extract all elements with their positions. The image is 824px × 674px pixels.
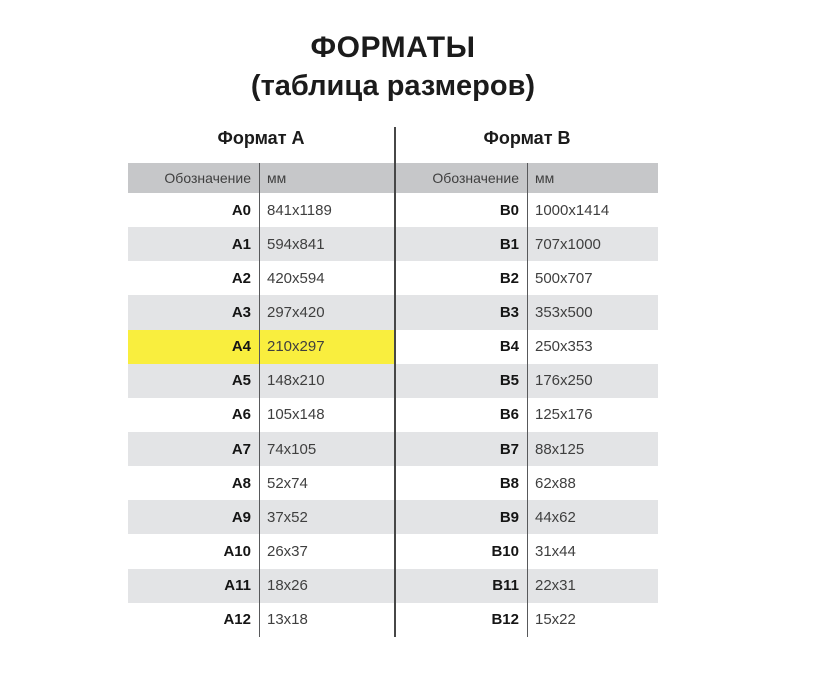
format-designation: B10 — [491, 542, 519, 560]
format-designation: A4 — [231, 338, 251, 356]
table-row — [128, 432, 394, 466]
format-b-table — [396, 163, 658, 637]
format-designation: A8 — [231, 474, 251, 492]
page-subtitle: (таблица размеров) — [250, 70, 536, 102]
format-size-mm: 420x594 — [267, 269, 325, 287]
table-row — [128, 466, 394, 500]
format-size-mm: 13x18 — [267, 611, 308, 629]
table-row — [128, 193, 394, 227]
table-row — [128, 364, 394, 398]
format-designation: B1 — [499, 235, 519, 253]
format-a-table — [128, 163, 394, 637]
format-a-table-body — [128, 193, 394, 637]
format-size-mm: 500x707 — [535, 269, 593, 287]
mm-column-header: мм — [267, 170, 287, 186]
format-size-mm: 125x176 — [535, 406, 593, 424]
column-divider — [527, 163, 528, 637]
format-size-mm: 297x420 — [267, 303, 325, 321]
format-designation: A6 — [231, 406, 251, 424]
format-designation: B0 — [499, 201, 519, 219]
format-designation: A7 — [231, 440, 251, 458]
format-designation: B6 — [499, 406, 519, 424]
format-designation: B5 — [499, 372, 519, 390]
format-size-mm: 88x125 — [535, 440, 585, 458]
format-size-mm: 841x1189 — [267, 201, 332, 219]
format-b-title: Формат В — [483, 128, 571, 148]
format-size-mm: 148x210 — [267, 372, 325, 390]
format-size-mm: 210x297 — [267, 338, 325, 356]
table-row — [128, 330, 394, 364]
column-divider — [259, 163, 260, 637]
table-row — [128, 569, 394, 603]
format-size-mm: 707x1000 — [535, 235, 601, 253]
table-row — [128, 261, 394, 295]
format-size-mm: 594x841 — [267, 235, 325, 253]
format-designation: A2 — [231, 269, 251, 287]
format-size-mm: 250x353 — [535, 338, 593, 356]
table-row — [128, 227, 394, 261]
format-designation: B11 — [492, 577, 519, 595]
designation-column-header: Обозначение — [432, 170, 519, 186]
format-size-mm: 37x52 — [267, 508, 308, 526]
format-size-mm: 44x62 — [535, 508, 576, 526]
mm-column-header: мм — [535, 170, 555, 186]
format-designation: B12 — [491, 611, 519, 629]
format-designation: B2 — [499, 269, 519, 287]
format-a-title: Формат А — [217, 128, 305, 148]
format-size-mm: 15x22 — [535, 611, 576, 629]
format-designation: B9 — [499, 508, 519, 526]
format-size-mm: 18x26 — [267, 577, 308, 595]
format-size-mm: 31x44 — [535, 542, 576, 560]
format-size-mm: 62x88 — [535, 474, 576, 492]
format-designation: A12 — [223, 611, 251, 629]
table-row — [128, 295, 394, 329]
format-designation: A9 — [231, 508, 251, 526]
format-a-header-row — [128, 163, 394, 193]
format-designation: A1 — [231, 235, 251, 253]
format-size-mm: 52x74 — [267, 474, 308, 492]
format-designation: B4 — [499, 338, 519, 356]
format-designation: B3 — [499, 303, 519, 321]
format-designation: A3 — [231, 303, 251, 321]
format-designation: A10 — [223, 542, 251, 560]
table-row — [128, 500, 394, 534]
format-designation: B8 — [499, 474, 519, 492]
format-size-mm: 105x148 — [267, 406, 325, 424]
format-designation: B7 — [499, 440, 519, 458]
page-title: ФОРМАТЫ — [310, 31, 476, 64]
format-size-mm: 1000x1414 — [535, 201, 610, 219]
format-designation: A5 — [231, 372, 251, 390]
format-designation: A11 — [224, 577, 251, 595]
format-size-mm: 22x31 — [535, 577, 576, 595]
table-row — [128, 603, 394, 637]
table-row — [128, 398, 394, 432]
format-size-mm: 26x37 — [267, 542, 308, 560]
format-designation: A0 — [231, 201, 251, 219]
format-size-mm: 353x500 — [535, 303, 593, 321]
table-row — [128, 534, 394, 568]
designation-column-header: Обозначение — [164, 170, 251, 186]
format-size-mm: 176x250 — [535, 372, 593, 390]
format-size-mm: 74x105 — [267, 440, 317, 458]
